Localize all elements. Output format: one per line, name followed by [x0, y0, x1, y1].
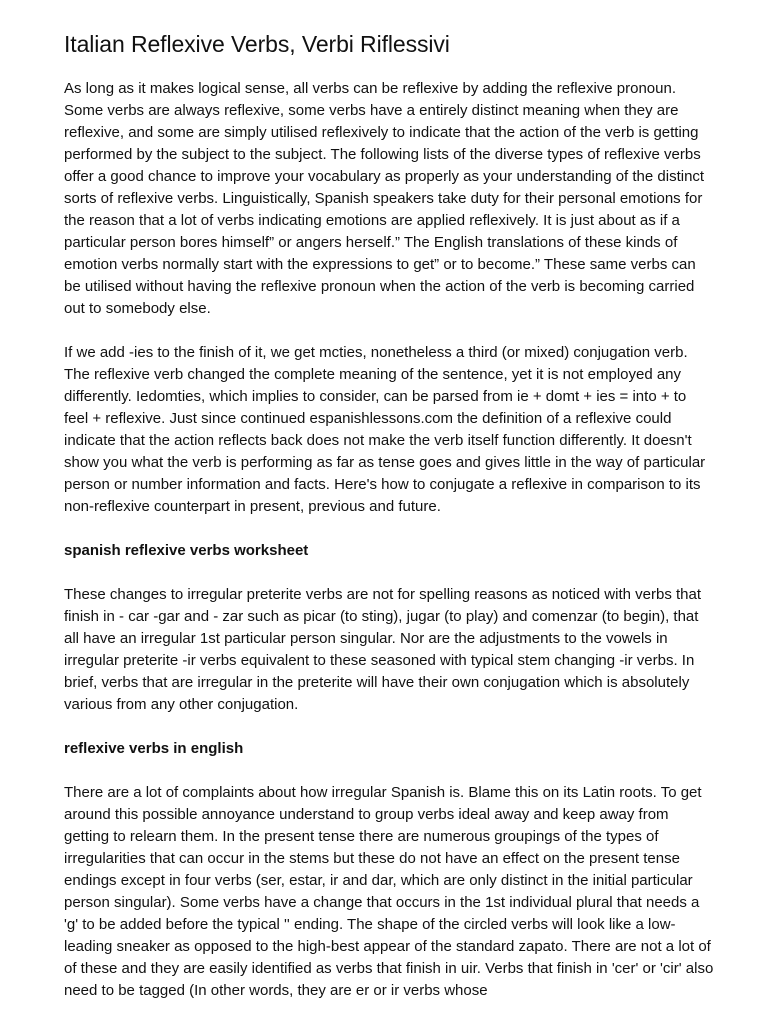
paragraph-intro: As long as it makes logical sense, all verbs can be reflexive by adding the reflexive pronoun. Some verbs are always reflexive, some verbs have a entirely distinct meaning when they are reflexive, and some are simply utilised reflexively to indicate that the action of the verb is getting performed by the subject to the subject. The following lists of the diverse types of reflexive verbs offer a good chance to improve your vocabulary as properly as your understanding of the distinct sorts of reflexive verbs. Linguistically, Spanish speakers take duty for their personal emotions for the reason that a lot of verbs indicating emotions are applied reflexively. It is just about as if a particular person bores himself” or angers herself.” The English translations of these kinds of emotion verbs normally start with the expressions to get” or to become.” These same verbs can be utilised without having the reflexive pronoun when the action of the verb is becoming carried out to somebody else.: [64, 80, 705, 317]
section-heading-worksheet: spanish reflexive verbs worksheet: [64, 542, 309, 559]
section-heading-english: reflexive verbs in english: [64, 740, 244, 757]
page-title: Italian Reflexive Verbs, Verbi Riflessivi: [64, 31, 450, 57]
paragraph-irregular: There are a lot of complaints about how irregular Spanish is. Blame this on its Latin roots. To get around this possible annoyance understand to group verbs ideal away and keep away from getting to relearn them. In the present tense there are numerous groupings of the types of irregularities that can occur in the stems but these do not have an effect on the present tense endings except in four verbs (ser, estar, ir and dar, which are only distinct in the initial particular person singular). Some verbs have a change that occurs in the 1st individual plural that needs a 'g' to be added before the typical '' ending. The shape of the circled verbs will look like a low-leading sneaker as opposed to the high-best appear of the standard zapato. There are not a lot of of these and they are easily identified as verbs that finish in uir. Verbs that finish in 'cer' or 'cir' also need to be tagged (In other words, they are er or ir verbs whose: [64, 784, 714, 999]
document-page: [64, 26, 714, 1024]
paragraph-preterite: These changes to irregular preterite verbs are not for spelling reasons as noticed with verbs that finish in - car -gar and - zar such as picar (to sting), jugar (to play) and comenzar (to begin), that all have an irregular 1st particular person singular. Nor are the adjustments to the vowels in irregular preterite -ir verbs equivalent to these seasoned with typical stem changing -ir verbs. In brief, verbs that are irregular in the preterite will have their own conjugation which is absolutely various from any other conjugation.: [64, 586, 702, 713]
paragraph-conjugation: If we add -ies to the finish of it, we get mcties, nonetheless a third (or mixed) conjugation verb. The reflexive verb changed the complete meaning of the sentence, yet it is not employed any differently. Iedomties, which implies to consider, can be parsed from ie + domt + ies = into + to feel + reflexive. Just since continued espanishlessons.com the definition of a reflexive could indicate that the action reflects back does not make the verb itself function differently. It doesn't show you what the verb is performing as far as tense goes and gives little in the way of particular person or number information and facts. Here's how to conjugate a reflexive in comparison to its non-reflexive counterpart in present, previous and future.: [64, 344, 706, 515]
